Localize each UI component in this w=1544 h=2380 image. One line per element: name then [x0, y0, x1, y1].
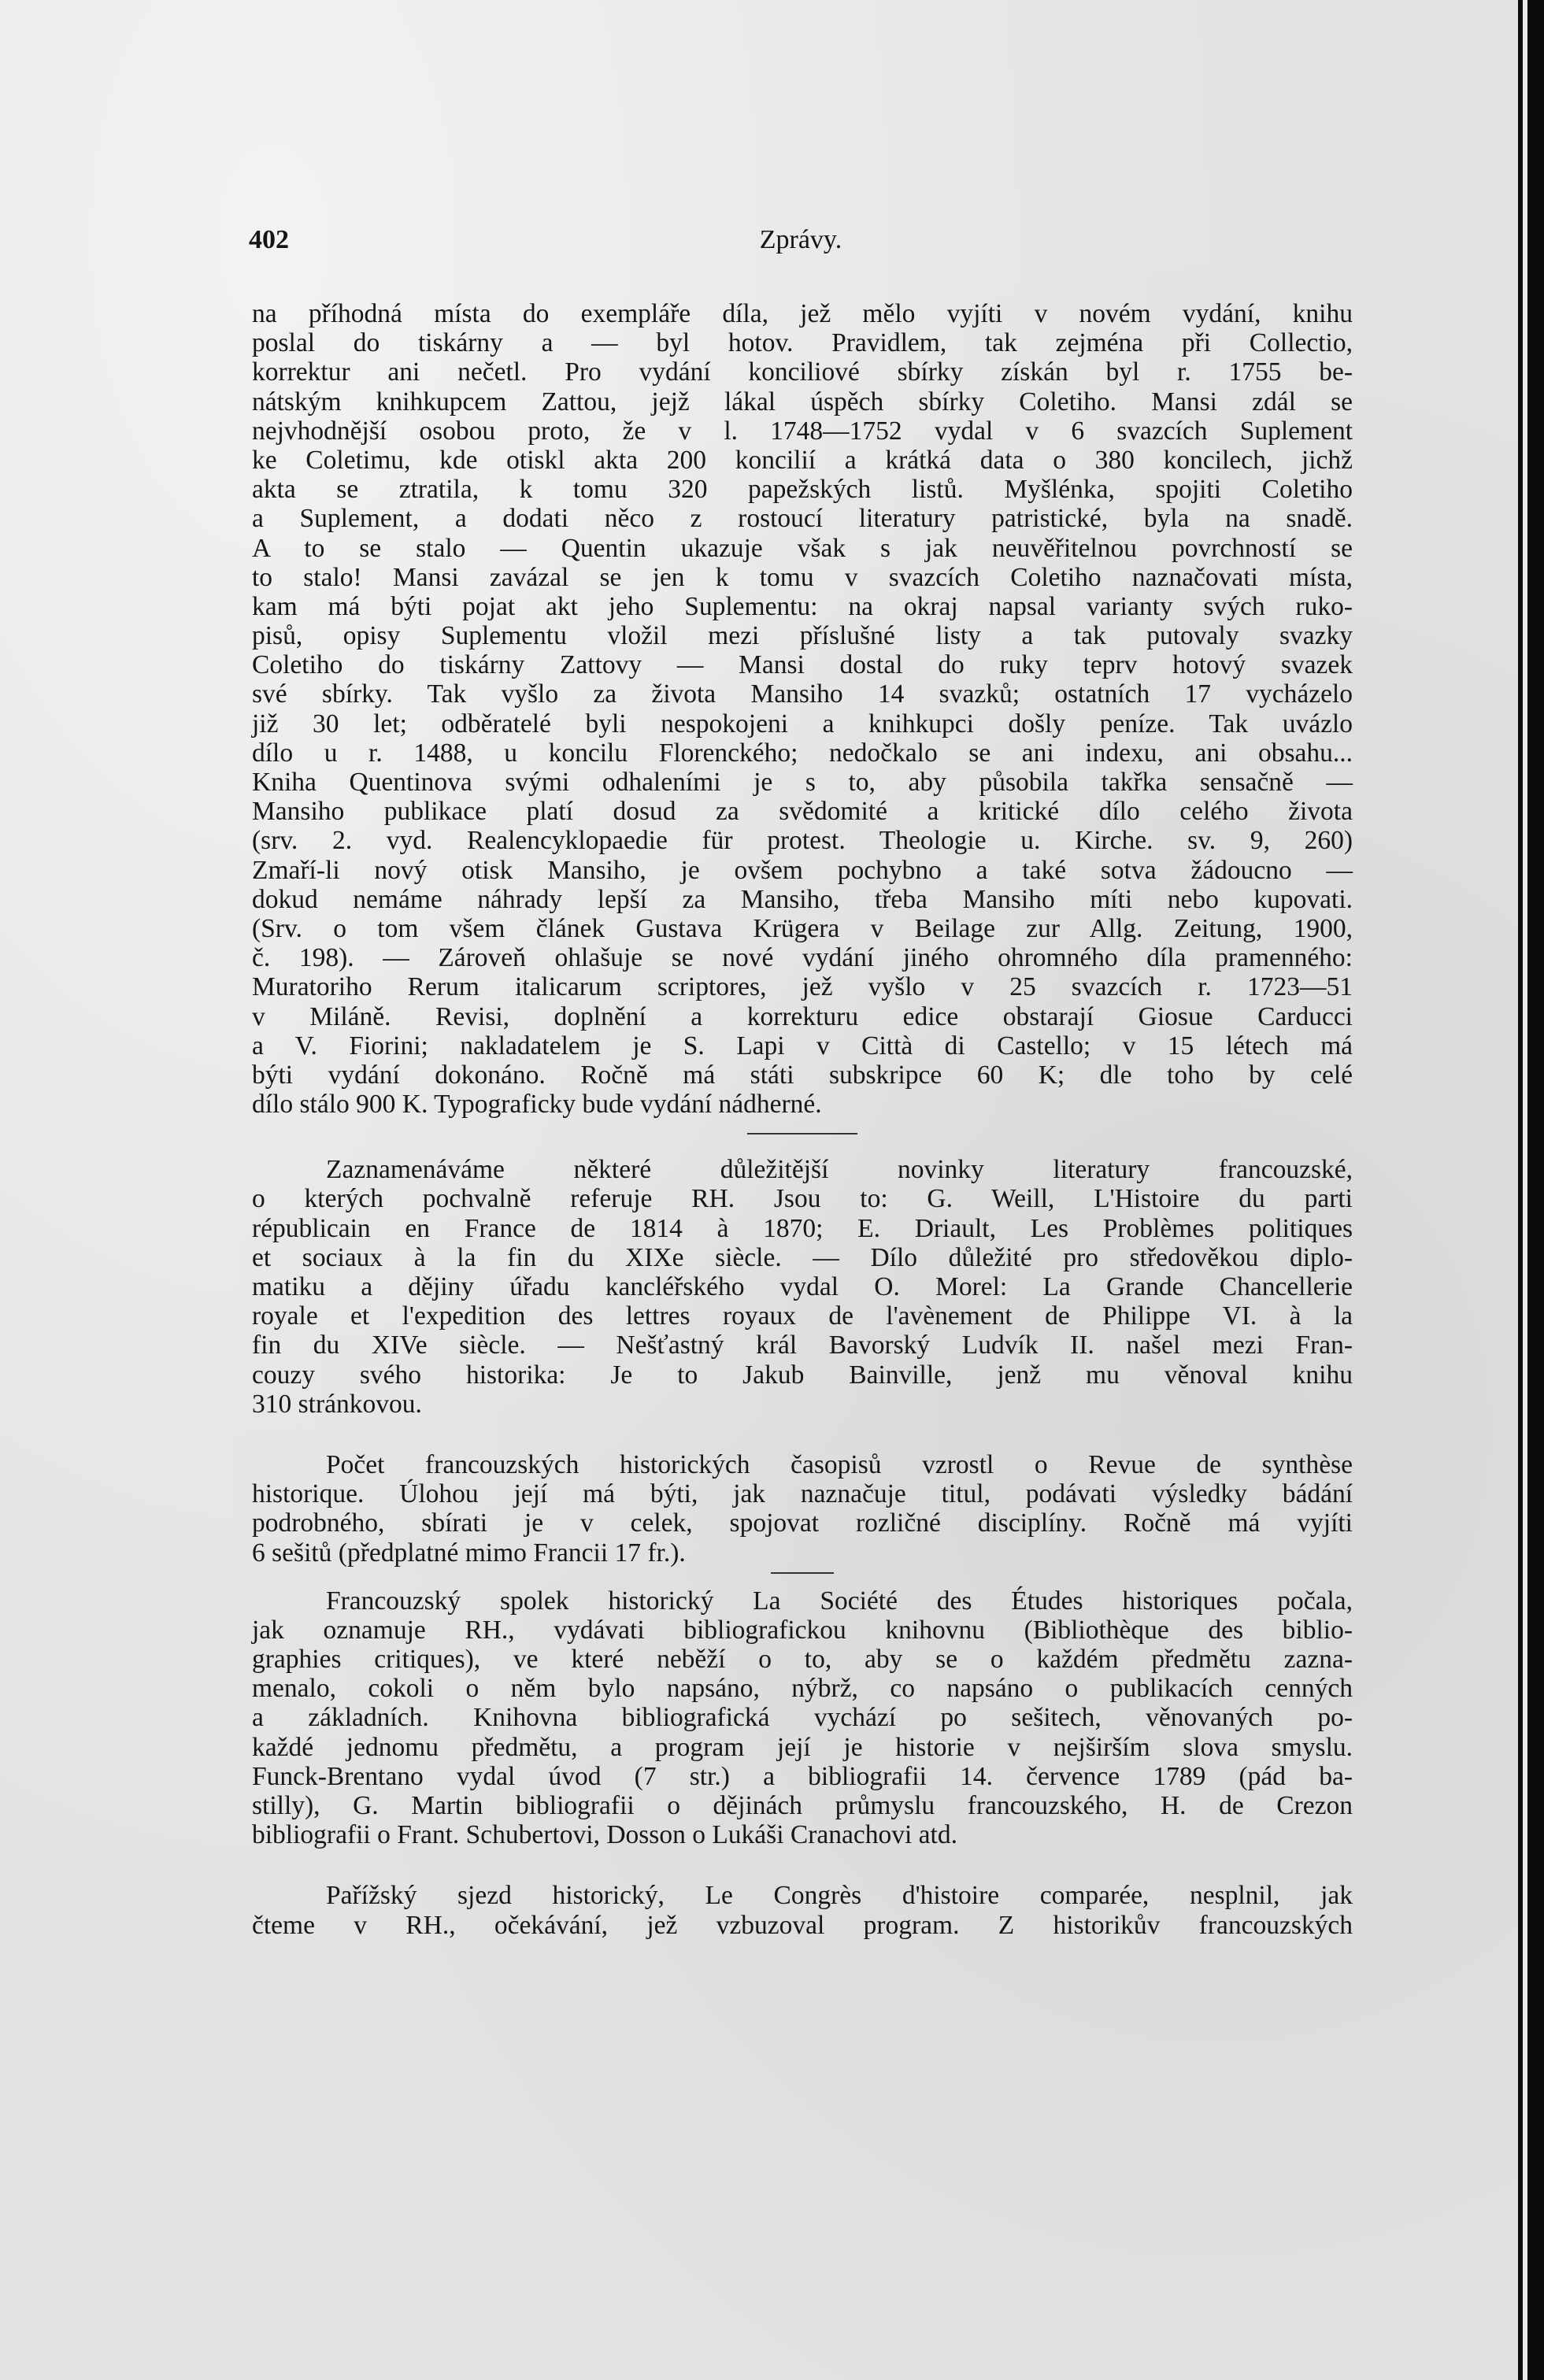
- text-line: nejvhodnější osobou proto, že v l. 1748—1752 vydal v 6 svazcích Suplement: [252, 416, 1353, 446]
- text-line: 310 stránkovou.: [252, 1389, 422, 1419]
- text-line: graphies critiques), ve které neběží o to, aby se o každém předmětu zazna-: [252, 1645, 1353, 1675]
- paragraph: [252, 1586, 1353, 1850]
- text-line: nátským knihkupcem Zattou, jejž lákal úspěch sbírky Coletiho. Mansi zdál se: [252, 387, 1353, 416]
- text-line: républicain en France de 1814 à 1870; E. Driault, Les Problèmes politiques: [252, 1213, 1353, 1243]
- text-line: Muratoriho Rerum italicarum scriptores, jež vyšlo v 25 svazcích r. 1723—51: [252, 972, 1353, 1002]
- paragraph: [252, 1881, 1353, 1939]
- text-line: bibliografii o Frant. Schubertovi, Dosson o Lukáši Cranachovi atd.: [252, 1820, 957, 1850]
- text-line: jak oznamuje RH., vydávati bibliografickou knihovnu (Bibliothèque des biblio-: [252, 1615, 1353, 1645]
- text-line: již 30 let; odběratelé byli nespokojeni a knihkupci došly peníze. Tak uvázlo: [252, 709, 1353, 738]
- text-line: Funck-Brentano vydal úvod (7 str.) a bibliografii 14. července 1789 (pád ba-: [252, 1761, 1353, 1791]
- text-line: Coletiho do tiskárny Zattovy — Mansi dostal do ruky teprv hotový svazek: [252, 650, 1353, 680]
- text-line: na příhodná místa do exempláře díla, jež mělo vyjíti v novém vydání, knihu: [252, 299, 1353, 328]
- text-line: et sociaux à la fin du XIXe siècle. — Dílo důležité pro středověkou diplo-: [252, 1242, 1353, 1272]
- text-line: o kterých pochvalně referuje RH. Jsou to: G. Weill, L'Histoire du parti: [252, 1184, 1353, 1214]
- text-line: Zaznamenáváme některé důležitější novinky literatury francouzské,: [326, 1155, 1353, 1185]
- text-line: couzy svého historika: Je to Jakub Bainville, jenž mu věnoval knihu: [252, 1360, 1353, 1390]
- section-divider: [771, 1572, 834, 1574]
- paragraph: [252, 1450, 1353, 1568]
- text-line: matiku a dějiny úřadu kancléřského vydal O. Morel: La Grande Chancellerie: [252, 1272, 1353, 1301]
- text-line: č. 198). — Zároveň ohlašuje se nové vydání jiného ohromného díla pramenného:: [252, 943, 1353, 973]
- running-title: Zprávy.: [759, 225, 842, 254]
- text-line: dílo u r. 1488, u koncilu Florenckého; nedočkalo se ani indexu, ani obsahu...: [252, 738, 1353, 768]
- running-header: [249, 225, 1353, 257]
- paragraph: [252, 1155, 1353, 1419]
- text-line: poslal do tiskárny a — byl hotov. Pravidlem, tak zejména při Collectio,: [252, 328, 1353, 358]
- text-line: stilly), G. Martin bibliografii o dějinách průmyslu francouzského, H. de Crezon: [252, 1791, 1353, 1820]
- scan-border: [1518, 0, 1544, 2380]
- text-line: kam má býti pojat akt jeho Suplementu: na okraj napsal varianty svých ruko-: [252, 591, 1353, 621]
- body-text: [252, 299, 1353, 1940]
- text-line: a V. Fiorini; nakladatelem je S. Lapi v Città di Castello; v 15 létech má: [252, 1031, 1353, 1060]
- text-line: dílo stálo 900 K. Typograficky bude vydání nádherné.: [252, 1090, 822, 1120]
- text-line: Zmaří-li nový otisk Mansiho, je ovšem pochybno a také sotva žádoucno —: [252, 855, 1353, 885]
- text-line: 6 sešitů (předplatné mimo Francii 17 fr.).: [252, 1538, 686, 1568]
- text-line: to stalo! Mansi zavázal se jen k tomu v svazcích Coletiho naznačovati místa,: [252, 562, 1353, 592]
- text-line: (srv. 2. vyd. Realencyklopaedie für protest. Theologie u. Kirche. sv. 9, 260): [252, 826, 1353, 856]
- text-line: ke Coletimu, kde otiskl akta 200 koncilií a krátká data o 380 koncilech, jichž: [252, 445, 1353, 475]
- text-line: čteme v RH., očekávání, jež vzbuzoval program. Z historikův francouzských: [252, 1910, 1353, 1940]
- text-line: akta se ztratila, k tomu 320 papežských listů. Myšlénka, spojiti Coletiho: [252, 475, 1353, 505]
- text-line: korrektur ani nečetl. Pro vydání konciliové sbírky získán byl r. 1755 be-: [252, 357, 1353, 387]
- text-line: v Miláně. Revisi, doplnění a korrekturu edice obstarají Giosue Carducci: [252, 1001, 1353, 1031]
- text-line: býti vydání dokonáno. Ročně má státi subskripce 60 K; dle toho by celé: [252, 1060, 1353, 1090]
- page-number: 402: [249, 225, 289, 254]
- text-line: Mansiho publikace platí dosud za svědomité a kritické dílo celého života: [252, 797, 1353, 827]
- text-line: fin du XIVe siècle. — Nešťastný král Bavorský Ludvík II. našel mezi Fran-: [252, 1331, 1353, 1360]
- text-line: podrobného, sbírati je v celek, spojovat rozličné disciplíny. Ročně má vyjíti: [252, 1508, 1353, 1538]
- paragraph-gap: [252, 1849, 1353, 1881]
- scan-edge-line: [1523, 0, 1527, 2380]
- text-line: (Srv. o tom všem článek Gustava Krügera v Beilage zur Allg. Zeitung, 1900,: [252, 913, 1353, 943]
- text-line: Francouzský spolek historický La Société des Études historiques počala,: [326, 1586, 1353, 1616]
- text-line: každé jednomu předmětu, a program její je historie v nejširším slova smyslu.: [252, 1732, 1353, 1762]
- text-line: dokud nemáme náhrady lepší za Mansiho, třeba Mansiho míti nebo kupovati.: [252, 884, 1353, 914]
- text-line: Počet francouzských historických časopisů vzrostl o Revue de synthèse: [326, 1449, 1353, 1479]
- paragraph-gap: [252, 1419, 1353, 1450]
- text-line: a základních. Knihovna bibliografická vychází po sešitech, věnovaných po-: [252, 1703, 1353, 1733]
- text-line: historique. Úlohou její má býti, jak naznačuje titul, podávati výsledky bádání: [252, 1479, 1353, 1509]
- text-line: pisů, opisy Suplementu vložil mezi příslušné listy a tak putovaly svazky: [252, 621, 1353, 651]
- paragraph: [252, 299, 1353, 1119]
- text-line: A to se stalo — Quentin ukazuje však s jak neuvěřitelnou povrchností se: [252, 533, 1353, 563]
- text-line: royale et l'expedition des lettres royaux de l'avènement de Philippe VI. à la: [252, 1301, 1353, 1331]
- section-divider: [747, 1133, 857, 1134]
- text-line: své sbírky. Tak vyšlo za života Mansiho 14 svazků; ostatních 17 vycházelo: [252, 679, 1353, 709]
- text-line: Kniha Quentinova svými odhaleními je s to, aby působila takřka sensačně —: [252, 768, 1353, 797]
- text-line: a Suplement, a dodati něco z rostoucí literatury patristické, byla na snadě.: [252, 504, 1353, 534]
- text-line: Pařížský sjezd historický, Le Congrès d'histoire comparée, nesplnil, jak: [326, 1881, 1353, 1911]
- text-line: menalo, cokoli o něm bylo napsáno, nýbrž, co napsáno o publikacích cenných: [252, 1674, 1353, 1704]
